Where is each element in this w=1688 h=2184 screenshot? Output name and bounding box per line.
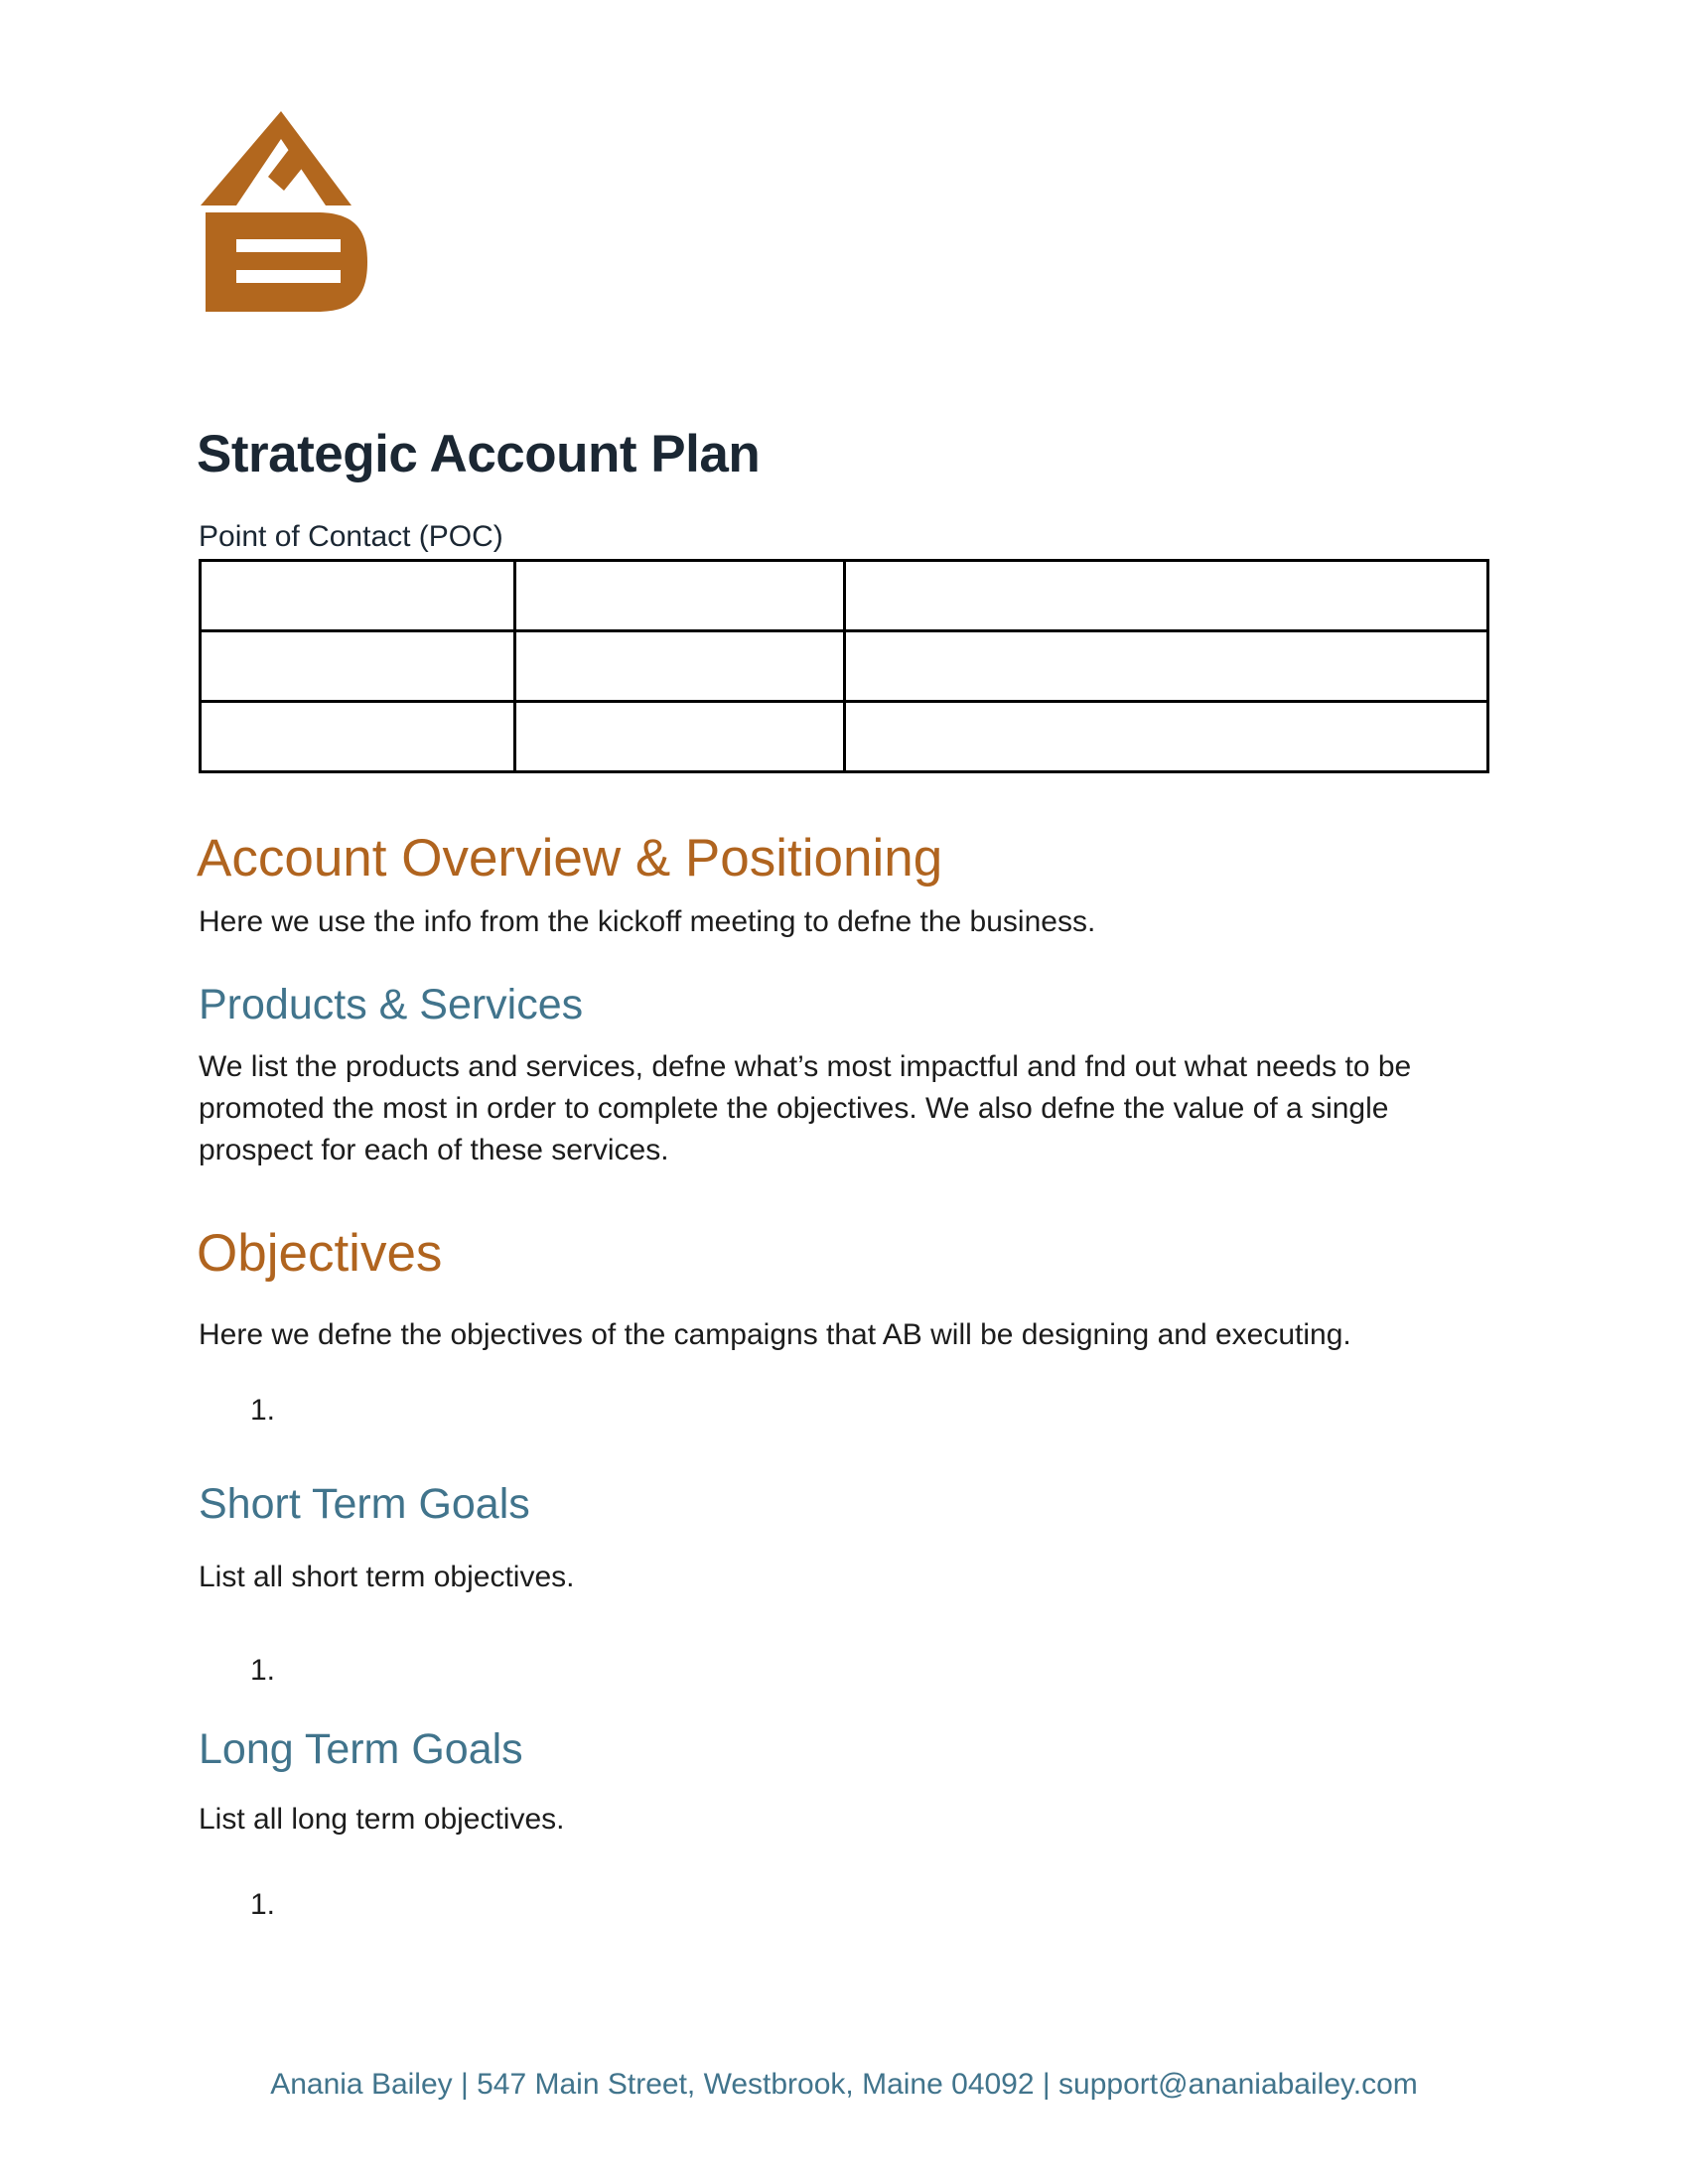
short-term-list-item-1[interactable]: 1. <box>250 1654 276 1687</box>
short-term-goals-body: List all short term objectives. <box>199 1561 575 1593</box>
poc-cell[interactable] <box>515 631 844 702</box>
poc-cell[interactable] <box>201 561 515 631</box>
logo-b-upper-slit <box>236 239 341 252</box>
poc-table <box>199 559 1489 773</box>
products-services-body: We list the products and services, defne what’s most impactful and fnd out what needs to be promoted the most in order to complete the objectives. We also defne the value of a single prospect for each of these services. <box>199 1050 1412 1166</box>
heading-long-term-goals: Long Term Goals <box>199 1725 523 1773</box>
objectives-list-item-1[interactable]: 1. <box>250 1394 276 1427</box>
poc-cell[interactable] <box>844 631 1488 702</box>
account-overview-intro: Here we use the info from the kickoff meeting to defne the business. <box>199 905 1096 938</box>
ab-logo <box>201 111 371 312</box>
poc-cell[interactable] <box>515 561 844 631</box>
long-term-list-item-1[interactable]: 1. <box>250 1888 276 1921</box>
page-title: Strategic Account Plan <box>197 425 761 483</box>
poc-table-row <box>201 702 1488 772</box>
poc-cell[interactable] <box>201 702 515 772</box>
logo-letter-b <box>206 212 367 312</box>
poc-table-row <box>201 561 1488 631</box>
poc-label: Point of Contact (POC) <box>199 520 503 553</box>
poc-cell[interactable] <box>844 702 1488 772</box>
poc-cell[interactable] <box>844 561 1488 631</box>
long-term-goals-body: List all long term objectives. <box>199 1803 565 1836</box>
objectives-intro: Here we defne the objectives of the campaigns that AB will be designing and executing. <box>199 1318 1351 1351</box>
logo-letter-a <box>201 111 352 205</box>
heading-objectives: Objectives <box>197 1224 443 1283</box>
poc-cell[interactable] <box>515 702 844 772</box>
document-footer: Anania Bailey | 547 Main Street, Westbrook, Maine 04092 | support@ananiabailey.com <box>270 2068 1418 2101</box>
logo-b-lower-slit <box>236 270 341 283</box>
heading-products-services: Products & Services <box>199 981 584 1028</box>
poc-cell[interactable] <box>201 631 515 702</box>
heading-short-term-goals: Short Term Goals <box>199 1480 530 1528</box>
heading-account-overview: Account Overview & Positioning <box>197 829 943 887</box>
poc-table-row <box>201 631 1488 702</box>
